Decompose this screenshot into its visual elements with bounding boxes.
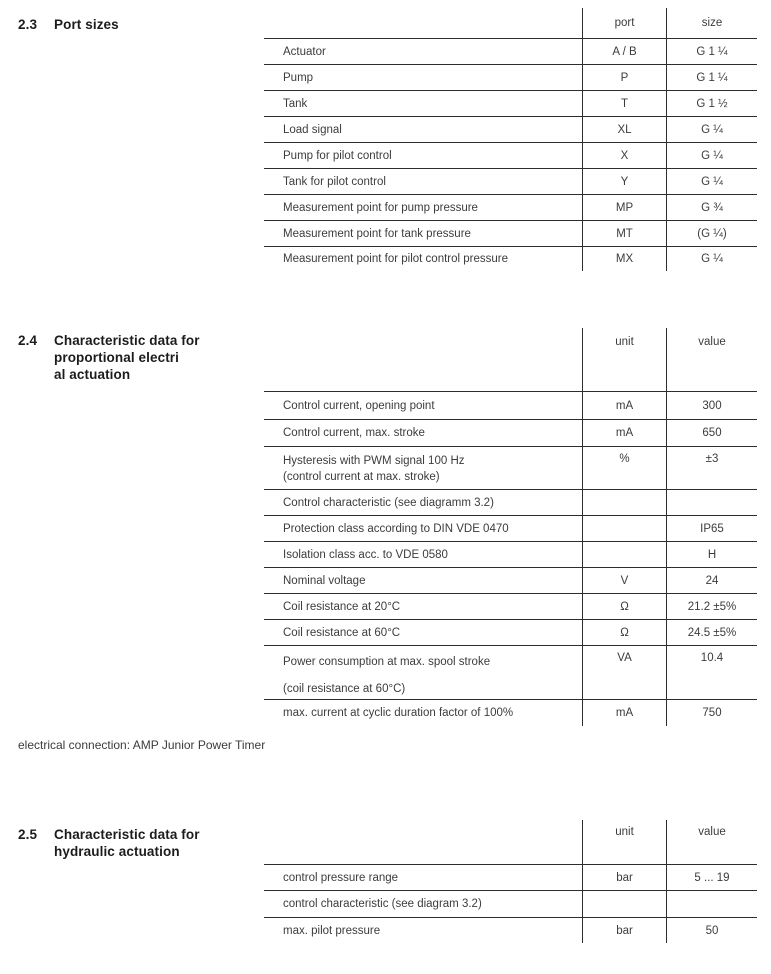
unit-cell: % bbox=[582, 447, 666, 489]
row-label: Nominal voltage bbox=[283, 574, 366, 587]
section-title-line: Characteristic data for bbox=[54, 333, 200, 348]
row-label: Pump bbox=[283, 71, 314, 84]
size-cell: (G ¼) bbox=[666, 221, 757, 246]
unit-cell: mA bbox=[582, 700, 666, 726]
value-column-header: value bbox=[666, 328, 757, 391]
row-label: Tank for pilot control bbox=[283, 175, 386, 188]
row-label: Control current, max. stroke bbox=[283, 427, 425, 439]
section-title: Port sizes bbox=[54, 17, 119, 32]
size-cell: G 1 ½ bbox=[666, 91, 757, 116]
unit-cell bbox=[582, 542, 666, 567]
value-cell: ±3 bbox=[666, 447, 757, 489]
row-label: control pressure range bbox=[283, 871, 399, 884]
unit-cell bbox=[582, 490, 666, 515]
port-cell: X bbox=[582, 143, 666, 168]
size-cell: G ¼ bbox=[666, 247, 757, 271]
unit-column-header: unit bbox=[582, 328, 666, 391]
table-row bbox=[264, 116, 757, 142]
table-row bbox=[264, 220, 757, 246]
table-row bbox=[264, 419, 757, 446]
section-title-line: Characteristic data for bbox=[54, 827, 200, 842]
table-row bbox=[264, 917, 757, 943]
hydraulic-data-table bbox=[264, 820, 757, 943]
value-cell bbox=[666, 891, 757, 917]
value-cell: 24 bbox=[666, 568, 757, 593]
port-cell: XL bbox=[582, 117, 666, 142]
section-2-4-heading bbox=[18, 332, 200, 383]
table-row bbox=[264, 699, 757, 726]
row-label: Power consumption at max. spool stroke (coil resistance at 60°C) bbox=[283, 656, 491, 695]
unit-cell: Ω bbox=[582, 594, 666, 619]
value-cell: 24.5 ±5% bbox=[666, 620, 757, 645]
section-number: 2.3 bbox=[18, 17, 38, 32]
value-cell: 5 ... 19 bbox=[666, 865, 757, 890]
row-label: Coil resistance at 20°C bbox=[283, 600, 401, 613]
port-cell: MX bbox=[582, 247, 666, 271]
section-number: 2.4 bbox=[18, 333, 38, 348]
row-label: Tank bbox=[283, 97, 308, 110]
port-sizes-table bbox=[264, 8, 757, 271]
value-cell: 300 bbox=[666, 392, 757, 419]
section-number: 2.5 bbox=[18, 827, 38, 842]
unit-cell bbox=[582, 516, 666, 541]
value-cell: 21.2 ±5% bbox=[666, 594, 757, 619]
row-label: Control characteristic (see diagramm 3.2) bbox=[283, 496, 494, 509]
unit-cell: VA bbox=[582, 646, 666, 699]
section-title-line: al actuation bbox=[54, 367, 131, 382]
value-column-header: value bbox=[666, 820, 757, 864]
unit-column-header: unit bbox=[582, 820, 666, 864]
value-cell: 50 bbox=[666, 918, 757, 943]
table-row bbox=[264, 90, 757, 116]
unit-cell: bar bbox=[582, 865, 666, 890]
port-column-header: port bbox=[582, 8, 666, 38]
row-label: max. pilot pressure bbox=[283, 924, 381, 937]
row-label: max. current at cyclic duration factor of 100% bbox=[283, 707, 514, 719]
table-row bbox=[264, 38, 757, 64]
unit-cell: mA bbox=[582, 420, 666, 446]
table-row bbox=[264, 142, 757, 168]
table-header-row bbox=[264, 820, 757, 864]
header-spacer bbox=[264, 8, 582, 38]
port-cell: A / B bbox=[582, 39, 666, 64]
section-title-line: hydraulic actuation bbox=[54, 844, 180, 859]
table-row bbox=[264, 593, 757, 619]
table-row bbox=[264, 864, 757, 890]
table-row bbox=[264, 515, 757, 541]
value-cell: IP65 bbox=[666, 516, 757, 541]
port-cell: P bbox=[582, 65, 666, 90]
table-row bbox=[264, 645, 757, 699]
table-row bbox=[264, 489, 757, 515]
value-cell bbox=[666, 490, 757, 515]
unit-cell: V bbox=[582, 568, 666, 593]
table-row bbox=[264, 567, 757, 593]
unit-cell: Ω bbox=[582, 620, 666, 645]
size-column-header: size bbox=[666, 8, 757, 38]
table-row bbox=[264, 194, 757, 220]
section-2-3-heading bbox=[18, 16, 119, 33]
port-cell: T bbox=[582, 91, 666, 116]
size-cell: G ¾ bbox=[666, 195, 757, 220]
row-label: Measurement point for tank pressure bbox=[283, 227, 471, 240]
table-row bbox=[264, 246, 757, 271]
table-row bbox=[264, 890, 757, 917]
row-label: Hysteresis with PWM signal 100 Hz (control current at max. stroke) bbox=[283, 455, 465, 483]
row-label: Coil resistance at 60°C bbox=[283, 626, 401, 639]
table-row bbox=[264, 541, 757, 567]
header-spacer bbox=[264, 328, 582, 391]
value-cell: H bbox=[666, 542, 757, 567]
section-title-line: proportional electri bbox=[54, 350, 180, 365]
row-label: control characteristic (see diagram 3.2) bbox=[283, 898, 482, 910]
size-cell: G ¼ bbox=[666, 143, 757, 168]
unit-cell: mA bbox=[582, 392, 666, 419]
unit-cell: bar bbox=[582, 918, 666, 943]
table-row bbox=[264, 64, 757, 90]
size-cell: G 1 ¼ bbox=[666, 39, 757, 64]
port-cell: Y bbox=[582, 169, 666, 194]
table-row bbox=[264, 446, 757, 489]
row-label: Control current, opening point bbox=[283, 399, 435, 412]
value-cell: 750 bbox=[666, 700, 757, 726]
table-row bbox=[264, 619, 757, 645]
size-cell: G 1 ¼ bbox=[666, 65, 757, 90]
electrical-connection-note: electrical connection: AMP Junior Power Timer bbox=[18, 738, 266, 752]
section-2-5-heading bbox=[18, 826, 200, 860]
row-label: Actuator bbox=[283, 45, 326, 58]
table-header-row bbox=[264, 8, 757, 38]
table-header-row bbox=[264, 328, 757, 391]
row-label: Isolation class acc. to VDE 0580 bbox=[283, 548, 448, 561]
unit-cell bbox=[582, 891, 666, 917]
size-cell: G ¼ bbox=[666, 169, 757, 194]
table-row bbox=[264, 391, 757, 419]
row-label: Protection class according to DIN VDE 0470 bbox=[283, 522, 509, 535]
row-label: Pump for pilot control bbox=[283, 149, 392, 162]
row-label: Measurement point for pump pressure bbox=[283, 201, 478, 214]
row-label: Measurement point for pilot control pressure bbox=[283, 253, 508, 265]
value-cell: 650 bbox=[666, 420, 757, 446]
row-label: Load signal bbox=[283, 123, 342, 136]
port-cell: MT bbox=[582, 221, 666, 246]
size-cell: G ¼ bbox=[666, 117, 757, 142]
value-cell: 10.4 bbox=[666, 646, 757, 699]
header-spacer bbox=[264, 820, 582, 864]
electrical-data-table bbox=[264, 328, 757, 726]
table-row bbox=[264, 168, 757, 194]
port-cell: MP bbox=[582, 195, 666, 220]
